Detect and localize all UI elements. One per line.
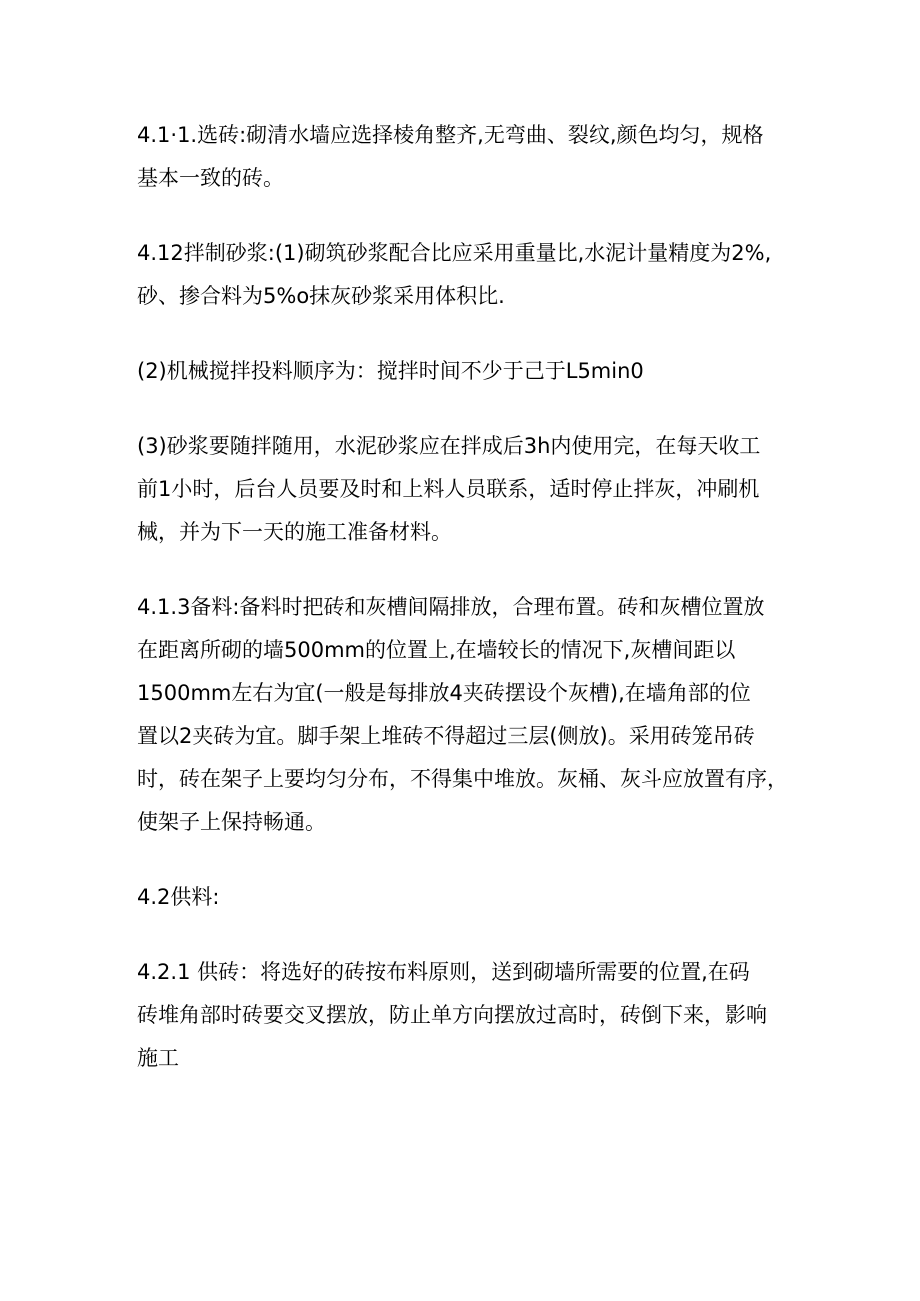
document-body [137, 114, 789, 1112]
text-line: 施工 [137, 1046, 179, 1070]
paragraph-4-1-3-material-preparation [137, 586, 789, 844]
text-line: 基本一致的砖。 [137, 166, 284, 190]
text-line: 4.1·1.选砖:砌清水墙应选择棱角整齐,无弯曲、裂纹,颜色均匀，规格 [137, 123, 764, 147]
text-line: 砂、掺合料为5%o抹灰砂浆采用体积比. [137, 284, 505, 308]
text-line: 在距离所砌的墙500mm的位置上,在墙较长的情况下,灰槽间距以 [137, 638, 736, 662]
text-line: 置以2夹砖为宜。脚手架上堆砖不得超过三层(侧放)。采用砖笼吊砖 [137, 724, 755, 748]
text-line: 4.12拌制砂浆:(1)砌筑砂浆配合比应采用重量比,水泥计量精度为2%, [137, 241, 772, 265]
text-line: 4.1.3备料:备料时把砖和灰槽间隔排放，合理布置。砖和灰槽位置放 [137, 595, 765, 619]
text-line: 砖堆角部时砖要交叉摆放，防止单方向摆放过高时，砖倒下来，影响 [137, 1003, 767, 1027]
paragraph-4-2-supply-heading [137, 876, 789, 919]
text-line: 4.2.1 供砖：将选好的砖按布料原则，送到砌墙所需要的位置,在码 [137, 960, 750, 984]
text-line: (3)砂浆要随拌随用，水泥砂浆应在拌成后3h内使用完，在每天收工 [137, 434, 761, 458]
text-line: 使架子上保持畅通。 [137, 810, 326, 834]
paragraph-4-1-1-brick-selection [137, 114, 789, 200]
text-line: 械，并为下一天的施工准备材料。 [137, 520, 452, 544]
text-line: 时，砖在架子上要均匀分布，不得集中堆放。灰桶、灰斗应放置有序， [137, 767, 788, 791]
paragraph-4-2-1-brick-supply [137, 951, 789, 1080]
text-line: 1500mm左右为宜(一般是每排放4夹砖摆设个灰槽),在墙角部的位 [137, 681, 751, 705]
text-line: (2)机械搅拌投料顺序为：搅拌时间不少于己于L5min0 [137, 359, 644, 383]
paragraph-mixing-order [137, 350, 789, 393]
paragraph-mortar-usage [137, 425, 789, 554]
text-line: 前1小时，后台人员要及时和上料人员联系，适时停止拌灰，冲刷机 [137, 477, 760, 501]
paragraph-4-1-2-mortar-mixing [137, 232, 789, 318]
text-line: 4.2供料: [137, 885, 220, 909]
